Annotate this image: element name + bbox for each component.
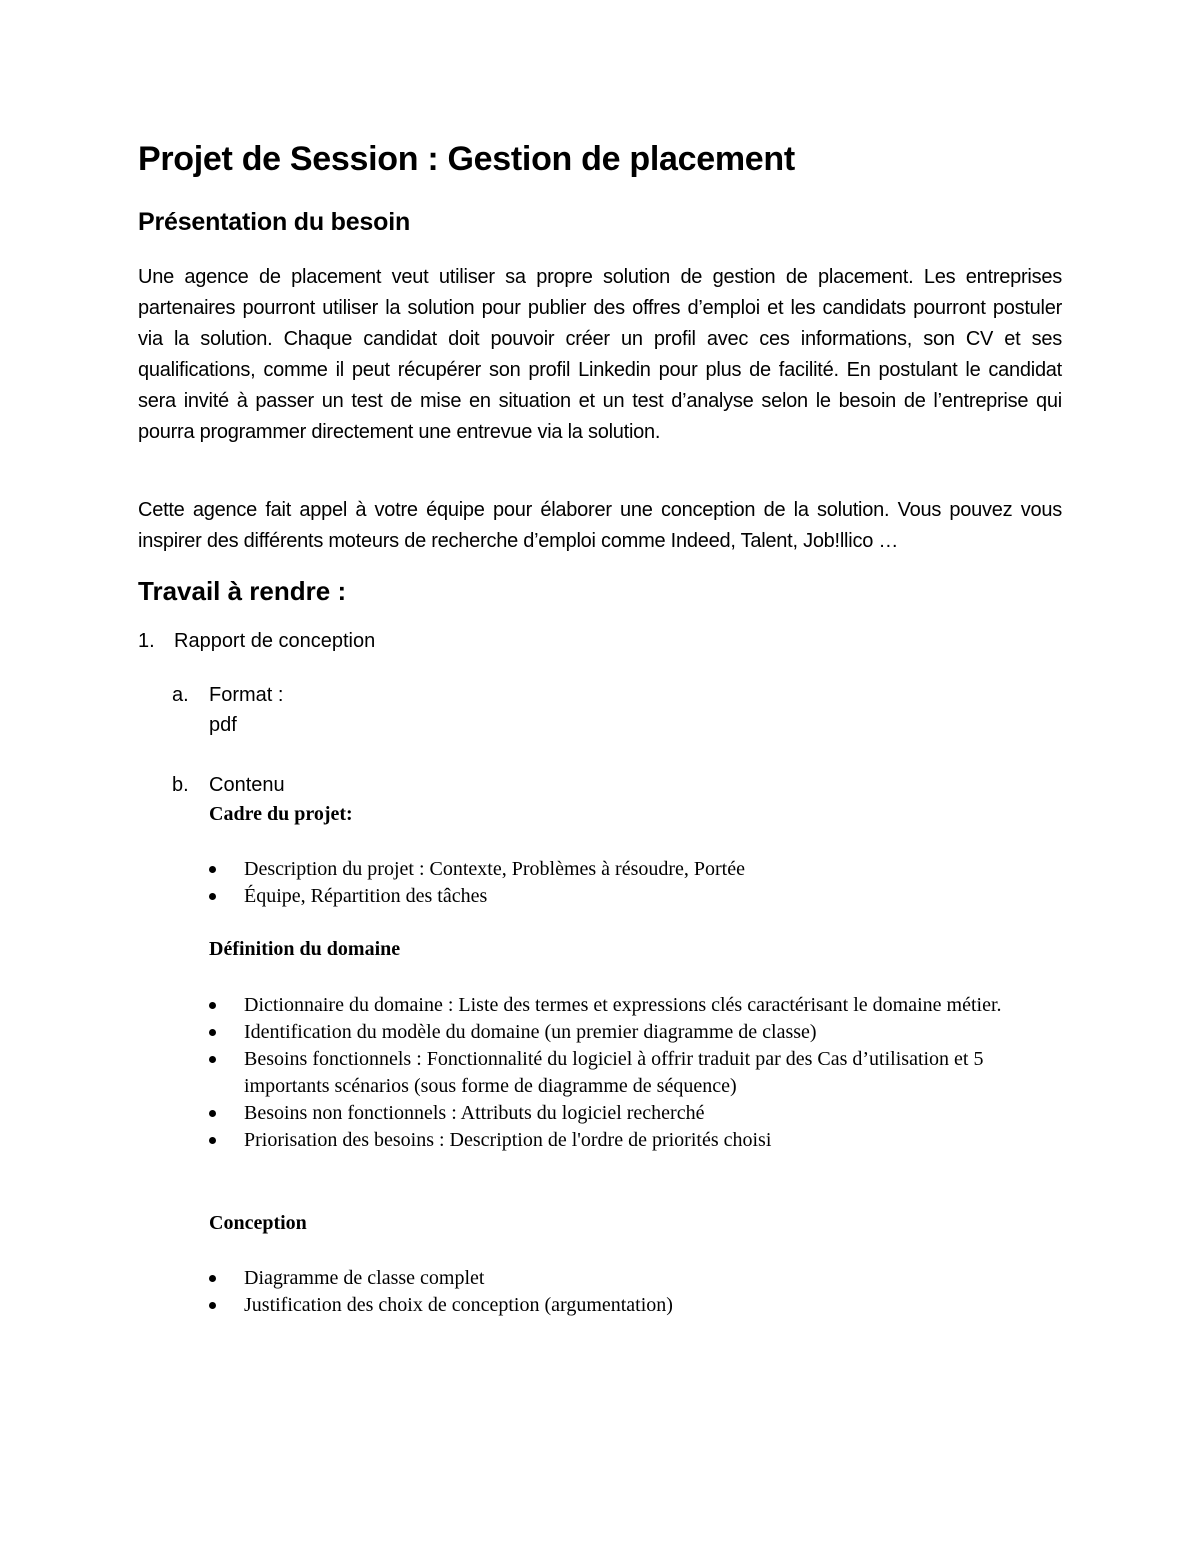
list-item: Équipe, Répartition des tâches	[209, 883, 1069, 910]
bullet-dot-icon	[209, 866, 216, 873]
list-item: Besoins fonctionnels : Fonctionnalité du logiciel à offrir traduit par des Cas d’utilisation et 5 importants scénarios (sous forme de diagramme de séquence)	[209, 1046, 1069, 1100]
item-number: 1.	[138, 630, 155, 652]
bullet-dot-icon	[209, 1029, 216, 1036]
section-heading-presentation: Présentation du besoin	[138, 208, 411, 236]
sub-item-label: Format :	[209, 684, 284, 706]
sub-item-format	[172, 680, 283, 740]
list-item: Dictionnaire du domaine : Liste des termes et expressions clés caractérisant le domaine métier.	[209, 992, 1069, 1019]
list-item: Identification du modèle du domaine (un premier diagramme de classe)	[209, 1019, 1069, 1046]
bullet-dot-icon	[209, 1137, 216, 1144]
list-item: Besoins non fonctionnels : Attributs du logiciel recherché	[209, 1100, 1069, 1127]
paragraph-agence: Cette agence fait appel à votre équipe pour élaborer une conception de la solution. Vous pouvez vous inspirer des différents moteurs de recherche d’emploi comme Indeed, Talent, Job!llico …	[138, 499, 1062, 552]
sub-item-label: Contenu	[209, 774, 285, 796]
bullet-list-cadre	[209, 856, 1069, 910]
bullet-dot-icon	[209, 1002, 216, 1009]
bullet-dot-icon	[209, 1302, 216, 1309]
list-item: Description du projet : Contexte, Problèmes à résoudre, Portée	[209, 856, 1069, 883]
sub-item-contenu	[172, 770, 285, 800]
group-title-cadre: Cadre du projet:	[209, 803, 353, 825]
paragraph-besoin: Une agence de placement veut utiliser sa propre solution de gestion de placement. Les entreprises partenaires pourront utiliser la solution pour publier des offres d’emploi et les candidats pourront postuler via la solution. Chaque candidat doit pouvoir créer un profil avec ces informations, son CV et ses qualifications, comme il peut récupérer son profil Linkedin pour plus de facilité. En postulant le candidat sera invité à passer un test de mise en situation et un test d’analyse selon le besoin de l’entreprise qui pourra programmer directement une entrevue via la solution.	[138, 266, 1062, 443]
bullet-dot-icon	[209, 1110, 216, 1117]
item-label: Rapport de conception	[174, 630, 376, 652]
document-title: Projet de Session : Gestion de placement	[138, 140, 795, 178]
list-item: Priorisation des besoins : Description de l'ordre de priorités choisi	[209, 1127, 1069, 1154]
group-title-domaine: Définition du domaine	[209, 938, 401, 960]
bullet-dot-icon	[209, 1275, 216, 1282]
numbered-item-rapport	[138, 630, 375, 653]
group-title-conception: Conception	[209, 1212, 307, 1234]
bullet-list-conception	[209, 1265, 1069, 1319]
bullet-dot-icon	[209, 1056, 216, 1063]
bullet-dot-icon	[209, 893, 216, 900]
list-item: Justification des choix de conception (argumentation)	[209, 1292, 1069, 1319]
list-item: Diagramme de classe complet	[209, 1265, 1069, 1292]
sub-item-letter: b.	[172, 774, 189, 796]
format-value: pdf	[209, 714, 237, 736]
sub-item-letter: a.	[172, 684, 189, 706]
section-heading-travail: Travail à rendre :	[138, 576, 347, 606]
bullet-list-domaine	[209, 992, 1069, 1154]
